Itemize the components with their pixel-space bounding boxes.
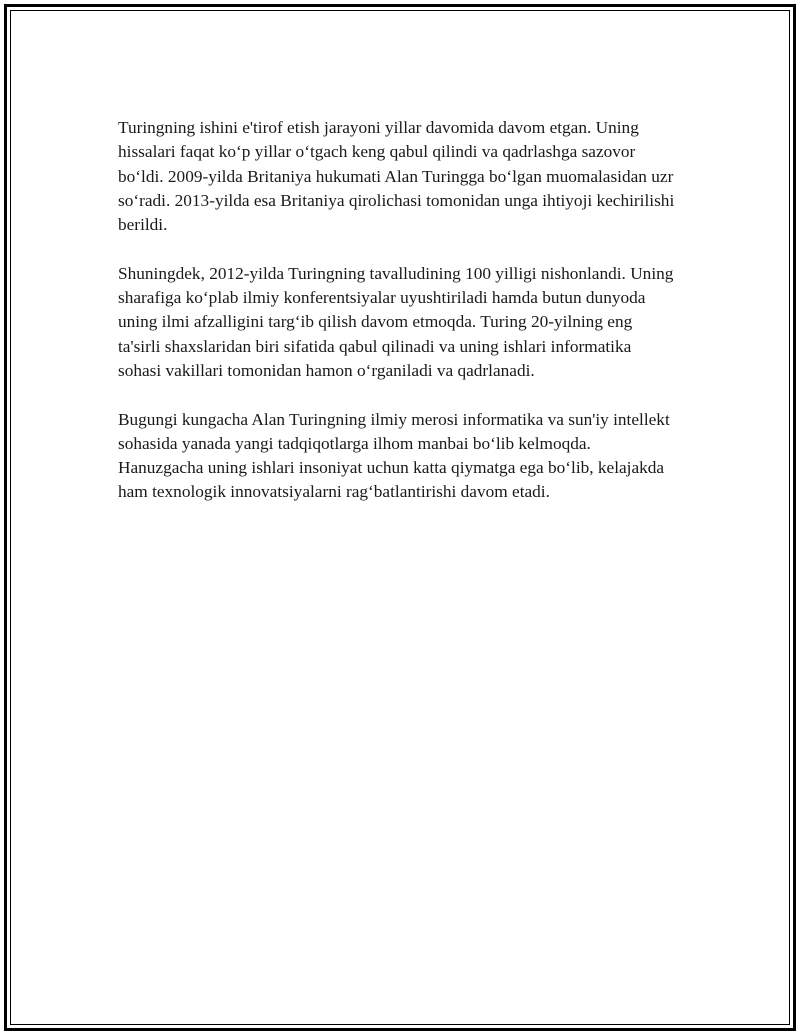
paragraph-recognition: Turingning ishini e'tirof etish jarayoni yillar davomida davom etgan. Uning hissalari faqat koʻp yillar oʻtgach keng qabul qilindi va qadrlashga sazovor boʻldi. 2009-yilda Britaniya hukumati Alan Turingga boʻlgan muomalasidan uzr soʻradi. 2013-yilda esa Britaniya qirolichasi tomonidan unga ihtiyoji kechirilishi berildi. <box>118 118 675 235</box>
paragraph-centenary: Shuningdek, 2012-yilda Turingning tavalludining 100 yilligi nishonlandi. Uning sharafiga koʻplab ilmiy konferentsiyalar uyushtiriladi hamda butun dunyoda uning ilmi afzalligini targʻib qilish davom etmoqda. Turing 20-yilning eng ta'sirli shaxslaridan biri sifatida qabul qilinadi va uning ishlari informatika sohasi vakillari tomonidan hamon oʻrganiladi va qadrlanadi. <box>118 263 674 380</box>
document-body <box>118 116 678 529</box>
paragraph-legacy: Bugungi kungacha Alan Turingning ilmiy merosi informatika va sun'iy intellekt sohasida yanada yangi tadqiqotlarga ilhom manbai boʻlib kelmoqda. Hanuzgacha uning ishlari insoniyat uchun katta qiymatga ega boʻlib, kelajakda ham texnologik innovatsiyalarni ragʻbatlantirishi davom etadi. <box>118 409 670 502</box>
